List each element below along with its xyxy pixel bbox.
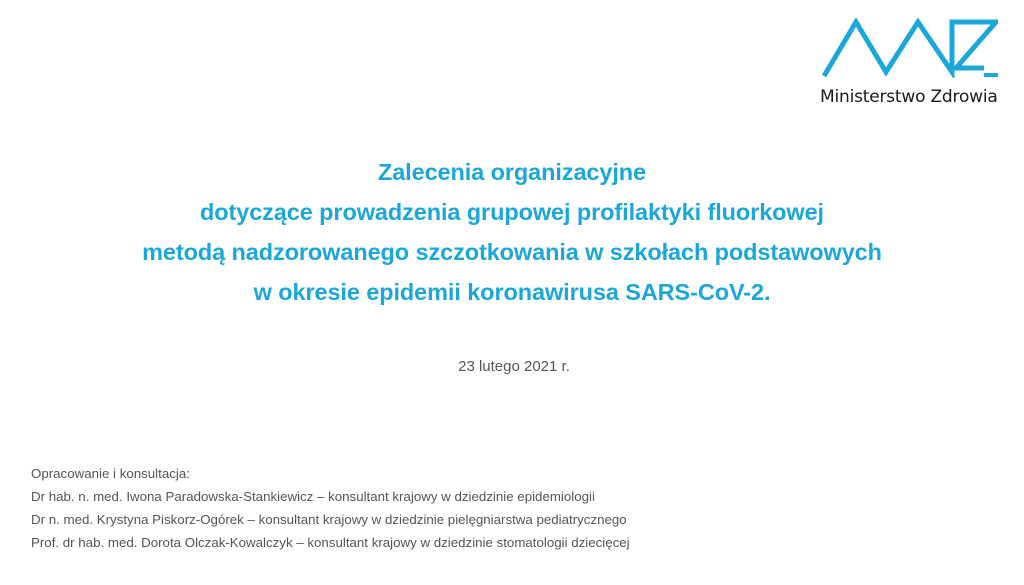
credits-person: Dr n. med. Krystyna Piskorz-Ogórek – konsultant krajowy w dziedzinie pielęgniarstwa pediatrycznego xyxy=(31,512,627,527)
document-title xyxy=(0,152,1024,312)
title-line: dotyczące prowadzenia grupowej profilaktyki fluorkowej xyxy=(199,199,824,225)
title-line: Zalecenia organizacyjne xyxy=(377,159,647,185)
ministry-of-health-logo-icon xyxy=(822,18,998,78)
credits-person: Dr hab. n. med. Iwona Paradowska-Stankiewicz – konsultant krajowy w dziedzinie epidemiologii xyxy=(31,489,595,504)
document-date: 23 lutego 2021 r. xyxy=(458,358,570,375)
logo-text: Ministerstwo Zdrowia xyxy=(820,87,998,107)
credits xyxy=(31,462,630,554)
ministry-logo xyxy=(818,14,1000,108)
credits-person: Prof. dr hab. med. Dorota Olczak-Kowalczyk – konsultant krajowy w dziedzinie stomatologii dziecięcej xyxy=(31,535,630,550)
credits-heading: Opracowanie i konsultacja: xyxy=(31,466,190,481)
title-line: metodą nadzorowanego szczotkowania w szkołach podstawowych xyxy=(142,239,882,265)
title-line: w okresie epidemii koronawirusa SARS-CoV-2. xyxy=(253,279,771,305)
